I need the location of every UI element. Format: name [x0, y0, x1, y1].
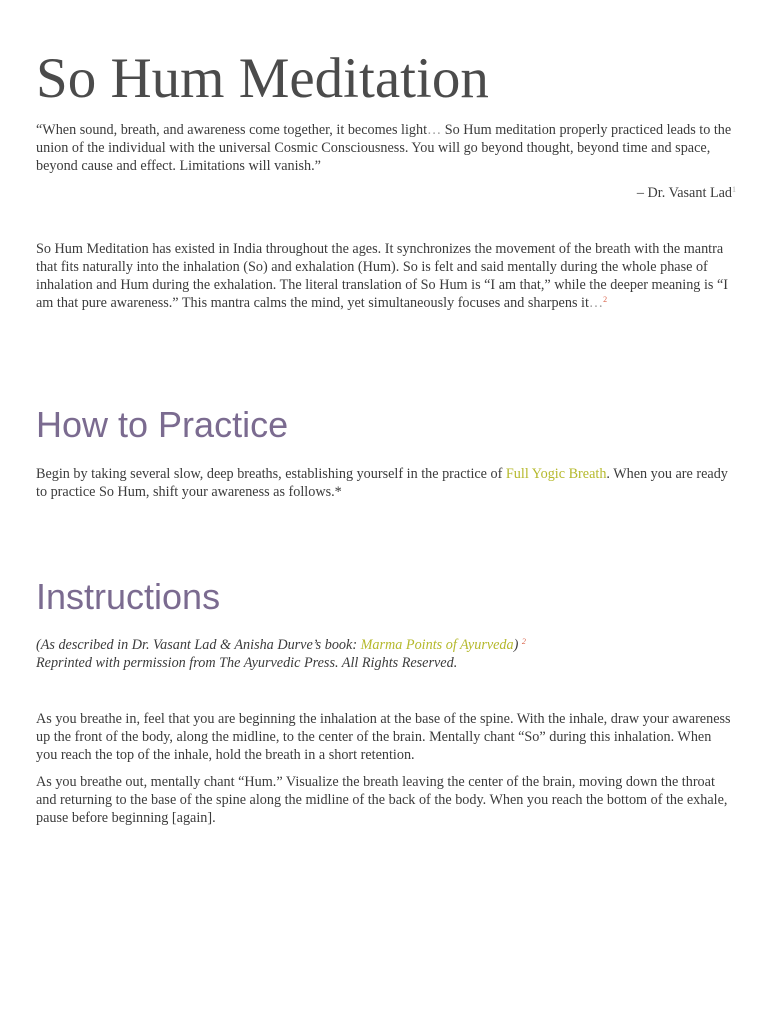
source-note-end: ) — [513, 637, 519, 653]
permission-notice: Reprinted with permission from The Ayurvedic Press. All Rights Reserved. — [36, 655, 458, 671]
page-title: So Hum Meditation — [36, 47, 489, 110]
intro-footnote-ref[interactable]: 2 — [603, 295, 608, 304]
quote-text-end: So Hum meditation properly practiced leads to the union of the individual with the universal Cosmic Consciousness. You will go beyond thought, beyond time and space, beyond cause and effect. Limitations will vanish.” — [36, 122, 732, 174]
instructions-source-note — [36, 636, 736, 672]
practice-text-start: Begin by taking several slow, deep breaths, establishing yourself in the practice of — [36, 466, 506, 482]
intro-paragraph — [36, 240, 736, 312]
intro-ellipsis: … — [588, 295, 604, 311]
attribution-author: – Dr. Vasant Lad — [636, 185, 732, 201]
marma-points-book-link[interactable]: Marma Points of Ayurveda — [360, 637, 514, 653]
attribution-footnote-ref[interactable]: 1 — [732, 185, 736, 194]
how-to-practice-heading: How to Practice — [36, 404, 289, 445]
quote-text-start: “When sound, breath, and awareness come together, it becomes light — [36, 122, 428, 138]
quote-ellipsis: … — [427, 122, 442, 138]
instructions-heading: Instructions — [36, 576, 221, 617]
exhale-instructions: As you breathe out, mentally chant “Hum.” Visualize the breath leaving the center of the brain, moving down the throat and returning to the base of the spine along the midline of the back of the body. When you reach the bottom of the exhale, pause before beginning [again]. — [36, 774, 728, 826]
full-yogic-breath-link[interactable]: Full Yogic Breath — [505, 466, 607, 482]
source-note-footnote-ref[interactable]: 2 — [521, 637, 526, 646]
quote-attribution — [637, 184, 736, 202]
source-note-start: (As described in Dr. Vasant Lad & Anisha Durve’s book: — [36, 637, 361, 653]
intro-text: So Hum Meditation has existed in India throughout the ages. It synchronizes the movement of the breath with the mantra that fits naturally into the inhalation (So) and exhalation (Hum). So is felt and said mentally during the whole phase of inhalation and Hum during the exhalation. The literal translation of So Hum is “I am that,” while the deeper meaning is “I am that pure awareness.” This mantra calms the mind, yet simultaneously focuses and sharpens it — [36, 241, 728, 311]
practice-text-end: . When you are ready to practice So Hum, shift your awareness as follows.* — [36, 466, 728, 500]
practice-paragraph — [36, 465, 736, 501]
inhale-instructions: As you breathe in, feel that you are beginning the inhalation at the base of the spine. With the inhale, draw your awareness up the front of the body, along the midline, to the center of the brain. Mentally chant “So” during this inhalation. When you reach the top of the inhale, hold the breath in a short retention. — [36, 711, 731, 763]
opening-quote — [36, 121, 736, 175]
